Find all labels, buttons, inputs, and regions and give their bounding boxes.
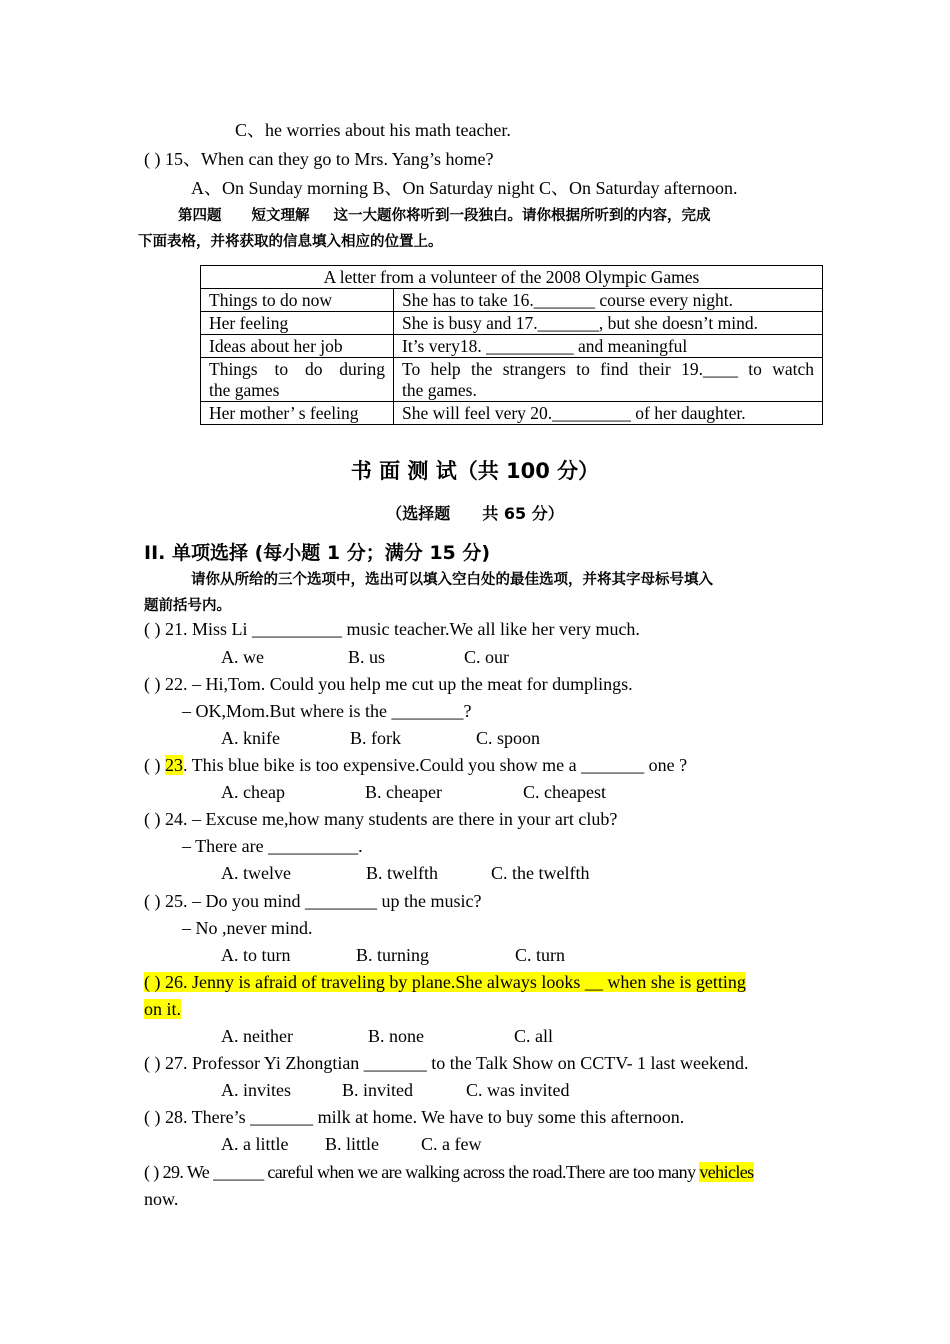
table-row	[201, 289, 823, 312]
q28-option-a: A. a little	[221, 1134, 289, 1154]
q25-reply: – No ,never mind.	[182, 918, 313, 938]
section-title: II. 单项选择 (每小题 1 分；满分 15 分)	[144, 542, 491, 564]
part4-subtitle: 短文理解	[251, 208, 310, 224]
q26-option-b: B. none	[368, 1026, 424, 1046]
q29-question-line-1	[144, 1161, 754, 1183]
table-cell-label: Her feeling	[201, 312, 394, 335]
q25-option-b: B. turning	[356, 945, 430, 965]
q23-option-b: B. cheaper	[365, 782, 442, 802]
q23-option-a: A. cheap	[221, 782, 285, 802]
q22-option-a: A. knife	[221, 728, 280, 748]
q24-option-b: B. twelfth	[366, 863, 438, 883]
table-cell-value	[394, 358, 823, 402]
q15-question: ( ) 15、When can they go to Mrs. Yang’s home?	[144, 149, 494, 169]
table-row	[201, 335, 823, 358]
table-cell-value: She will feel very 20._________ of her daughter.	[394, 402, 823, 425]
q25-question: ( ) 25. – Do you mind ________ up the music?	[144, 891, 482, 911]
table-cell-value-line: To help the strangers to find their 19.____ to watch	[402, 359, 814, 379]
q26-question-line-2	[144, 998, 181, 1020]
table-cell-label: Ideas about her job	[201, 335, 394, 358]
q15-options: A、On Sunday morning B、On Saturday night C、On Saturday afternoon.	[191, 178, 738, 198]
q21-option-b: B. us	[348, 647, 386, 667]
q29-text: ( ) 29. We ______ careful when we are walking across the road.There are too many	[144, 1162, 700, 1182]
q22-option-c: C. spoon	[476, 728, 541, 748]
q28-question: ( ) 28. There’s _______ milk at home. We have to buy some this afternoon.	[144, 1107, 685, 1127]
q21-question: ( ) 21. Miss Li __________ music teacher.We all like her very much.	[144, 619, 640, 639]
table-row	[201, 358, 823, 402]
q28-option-c: C. a few	[421, 1134, 482, 1154]
table-cell-value: It’s very18. __________ and meaningful	[394, 335, 823, 358]
table-cell-value: She has to take 16._______ course every night.	[394, 289, 823, 312]
table-cell-label	[201, 358, 394, 402]
written-test-heading: 书 面 测 试（共 100 分）	[350, 459, 600, 483]
q14-option-c: C、he worries about his math teacher.	[235, 120, 511, 140]
q25-option-c: C. turn	[515, 945, 566, 965]
table-row	[201, 402, 823, 425]
table-cell-label-line: the games	[209, 380, 280, 400]
q22-question: ( ) 22. – Hi,Tom. Could you help me cut up the meat for dumplings.	[144, 674, 633, 694]
q22-reply: – OK,Mom.But where is the ________?	[182, 701, 472, 721]
table-cell-value: She is busy and 17._______, but she doesn’t mind.	[394, 312, 823, 335]
part4-heading	[178, 205, 711, 227]
part4-title: 第四题	[178, 208, 222, 224]
table-cell-label: Her mother’ s feeling	[201, 402, 394, 425]
q21-option-a: A. we	[221, 647, 264, 667]
q29-question-line-2: now.	[144, 1189, 179, 1209]
q25-option-a: A. to turn	[221, 945, 291, 965]
written-test-subheading: （选择题 共 65 分）	[386, 504, 564, 523]
q23-option-c: C. cheapest	[523, 782, 606, 802]
section-instruction-2: 题前括号内。	[144, 598, 231, 614]
q24-option-a: A. twelve	[221, 863, 291, 883]
table-title: A letter from a volunteer of the 2008 Olympic Games	[201, 266, 823, 289]
table-title-row	[201, 266, 823, 289]
q21-option-c: C. our	[464, 647, 509, 667]
q24-option-c: C. the twelfth	[491, 863, 590, 883]
table-cell-value-line: the games.	[402, 380, 477, 400]
q26-highlight: on it.	[144, 999, 182, 1019]
q27-option-b: B. invited	[342, 1080, 413, 1100]
q26-highlight: ( ) 26. Jenny is afraid of traveling by plane.She always looks __ when she is getting	[144, 972, 746, 992]
table-row	[201, 312, 823, 335]
q23-text: . This blue bike is too expensive.Could you show me a _______ one ?	[183, 755, 688, 775]
part4-instruction-2: 下面表格，并将获取的信息填入相应的位置上。	[138, 234, 443, 250]
q24-question: ( ) 24. – Excuse me,how many students are there in your art club?	[144, 809, 618, 829]
q27-option-a: A. invites	[221, 1080, 291, 1100]
q23-question	[144, 754, 687, 776]
q26-option-c: C. all	[514, 1026, 553, 1046]
q26-question-line-1	[144, 971, 746, 993]
table-cell-label-line: Things to do during	[209, 359, 385, 379]
q23-prefix: ( )	[144, 755, 165, 775]
section-instruction-1: 请你从所给的三个选项中，选出可以填入空白处的最佳选项，并将其字母标号填入	[191, 572, 713, 588]
q26-option-a: A. neither	[221, 1026, 293, 1046]
q29-highlight: vehicles	[699, 1162, 754, 1182]
q22-option-b: B. fork	[350, 728, 401, 748]
part4-instruction-1: 这一大题你将听到一段独白。请你根据所听到的内容，完成	[333, 208, 711, 224]
q28-option-b: B. little	[325, 1134, 379, 1154]
volunteer-letter-table	[200, 265, 823, 425]
q23-number-highlight: 23	[165, 755, 183, 775]
q27-question: ( ) 27. Professor Yi Zhongtian _______ to the Talk Show on CCTV- 1 last weekend.	[144, 1053, 749, 1073]
q24-reply: – There are __________.	[182, 836, 363, 856]
table-cell-label: Things to do now	[201, 289, 394, 312]
q27-option-c: C. was invited	[466, 1080, 570, 1100]
